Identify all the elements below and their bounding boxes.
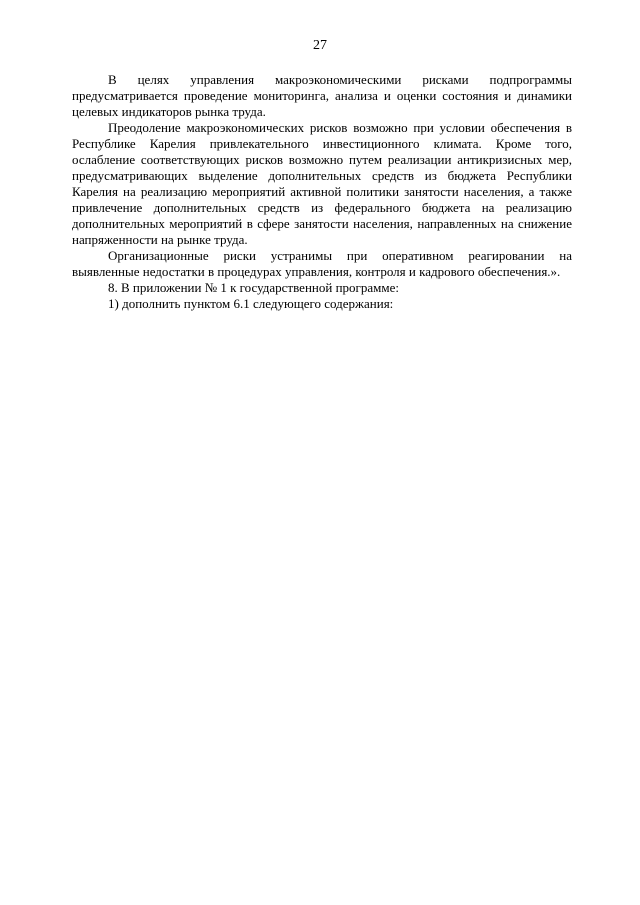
paragraph-macroeconomic-risk-management: В целях управления макроэкономическими рисками подпрограммы предусматривается проведение мониторинга, анализа и оценки состояния и динамики целевых индикаторов рынка труда. bbox=[72, 72, 572, 119]
paragraph-subitem-1: 1) дополнить пунктом 6.1 следующего содержания: bbox=[108, 296, 394, 311]
paragraph-appendix-item-8: 8. В приложении № 1 к государственной программе: bbox=[108, 280, 399, 295]
page-number: 27 bbox=[313, 38, 327, 53]
paragraph-overcoming-macroeconomic-risks: Преодоление макроэкономических рисков возможно при условии обеспечения в Республике Карелия привлекательного инвестиционного климата. Кроме того, ослабление соответствующих рисков возможно путем реализации антикризисных мер, предусматривающих выделение дополнительных средств из бюджета Республики Карелия на реализацию мероприятий активной политики занятости населения, а также привлечение дополнительных средств из федерального бюджета на реализацию дополнительных мероприятий в сфере занятости населения, направленных на снижение напряженности на рынке труда. bbox=[72, 120, 572, 247]
document-body bbox=[72, 72, 572, 312]
paragraph-organizational-risks: Организационные риски устранимы при оперативном реагировании на выявленные недостатки в процедурах управления, контроля и кадрового обеспечения.». bbox=[72, 248, 572, 279]
